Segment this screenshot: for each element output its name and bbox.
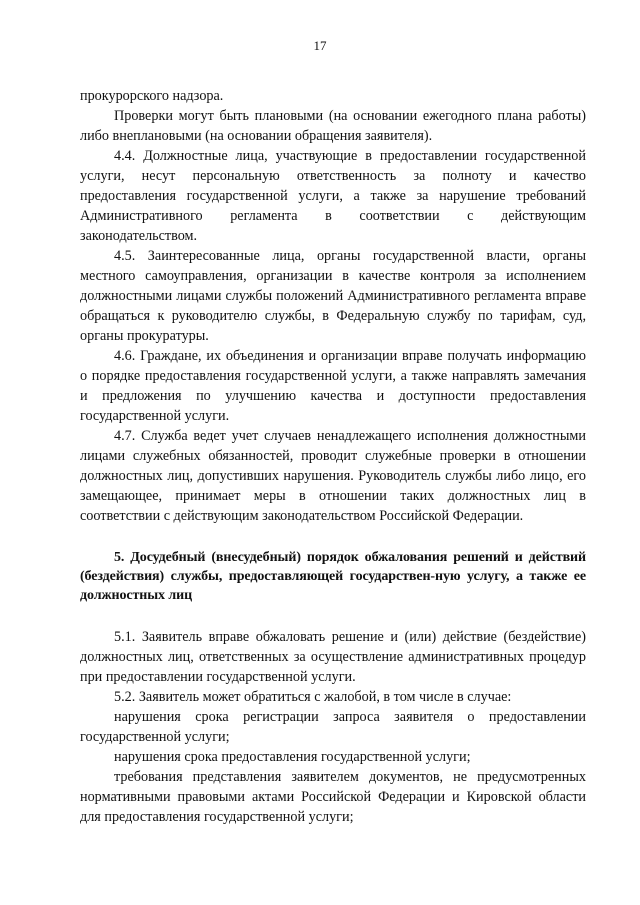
list-item-documents-requirement: требования представления заявителем документов, не предусмотренных нормативными правовыми актами Российской Федерации и Кировской области для предоставления государственной услуги; (80, 769, 586, 825)
document-body (80, 86, 586, 827)
paragraph-5-1: 5.1. Заявитель вправе обжаловать решение и (или) действие (бездействие) должностных лиц, ответственных за осуществление административных процедур при предоставлении государственной услуги. (80, 629, 586, 685)
list-item-registration-term: нарушения срока регистрации запроса заявителя о предоставлении государственной услуги; (80, 709, 586, 745)
section-heading-5: 5. Досудебный (внесудебный) порядок обжалования решений и действий (бездействия) службы, предоставляющей государствен-ную услугу, а также ее должностных лиц (80, 550, 586, 603)
list-item-service-term: нарушения срока предоставления государственной услуги; (114, 749, 471, 765)
paragraph-5-2: 5.2. Заявитель может обратиться с жалобой, в том числе в случае: (114, 689, 512, 705)
paragraph-4-6: 4.6. Граждане, их объединения и организации вправе получать информацию о порядке предоставления государственной услуги, а также направлять замечания и предложения по улучшению качества и доступности предоставления государственной услуги. (80, 348, 586, 424)
paragraph-4-7: 4.7. Служба ведет учет случаев ненадлежащего исполнения должностными лицами служебных обязанностей, проводит служебные проверки в отношении должностных лиц, допустивших нарушения. Руководитель службы либо лицо, его замещающее, принимает меры в отношении таких должностных лиц в соответствии с действующим законодательством Российской Федерации. (80, 428, 586, 524)
paragraph-4-5: 4.5. Заинтересованные лица, органы государственной власти, органы местного самоуправления, организации в качестве контроля за исполнением должностными лицами службы положений Административного регламента вправе обращаться к руководителю службы, в Федеральную службу по тарифам, суд, органы прокуратуры. (80, 248, 586, 344)
paragraph-continuation: прокурорского надзора. (80, 88, 224, 104)
paragraph-inspections: Проверки могут быть плановыми (на основании ежегодного плана работы) либо внеплановыми (на основании обращения заявителя). (80, 108, 586, 144)
page-number: 17 (313, 38, 327, 53)
paragraph-4-4: 4.4. Должностные лица, участвующие в предоставлении государственной услуги, несут персональную ответственность за полноту и качество предоставления государственной услуги, а также за нарушение требований Административного регламента в соответствии с действующим законодательством. (80, 148, 586, 244)
